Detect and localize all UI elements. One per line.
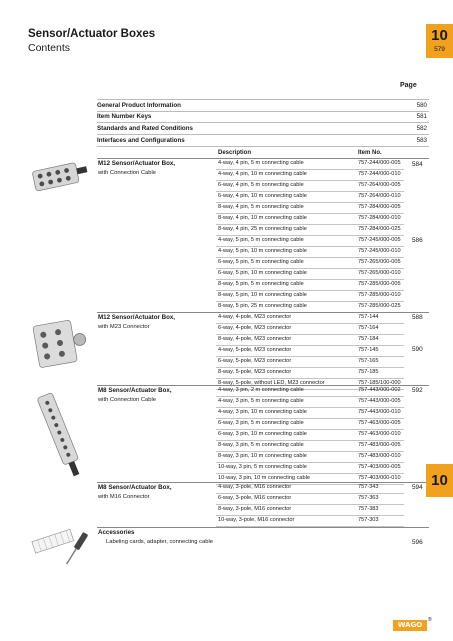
row-item-number: 757-185/100-000 (358, 380, 401, 386)
section-subtitle: with Connection Cable (98, 170, 157, 176)
chapter-page: 579 (434, 46, 445, 53)
accessories-description: Labeling cards, adapter, connecting cable (106, 539, 213, 545)
row-description: 8-way, 4-pole, M23 connector (218, 336, 292, 342)
section-title: M8 Sensor/Actuator Box, (98, 387, 172, 394)
section-page[interactable]: 588 (412, 314, 423, 321)
page-subtitle: Contents (28, 42, 71, 54)
row-description: 10-way, 3-pole, M16 connector (218, 517, 295, 523)
row-item-number: 757-343 (358, 484, 379, 490)
row-description: 8-way, 5 pin, 10 m connecting cable (218, 292, 307, 298)
row-item-number: 757-184 (358, 336, 379, 342)
row-item-number: 757-145 (358, 347, 379, 353)
row-item-number: 757-284/000-010 (358, 215, 401, 221)
row-item-number: 757-483/000-010 (358, 453, 401, 459)
row-description: 6-way, 4 pin, 5 m connecting cable (218, 182, 304, 188)
row-item-number: 757-285/000-005 (358, 281, 401, 287)
m12-cable-box-image (30, 158, 90, 203)
section-page[interactable]: 596 (412, 539, 423, 546)
row-description: 4-way, 3-pole, M16 connector (218, 484, 292, 490)
row-description: 8-way, 3-pole, M16 connector (218, 506, 292, 512)
row-item-number: 757-363 (358, 495, 379, 501)
toc-entry-label: Item Number Keys (97, 113, 152, 120)
page-column-label: Page (400, 82, 417, 89)
table-row[interactable] (216, 515, 404, 527)
toc-entry-page: 583 (416, 137, 427, 144)
row-item-number: 757-284/000-025 (358, 226, 401, 232)
row-description: 6-way, 4 pin, 10 m connecting cable (218, 193, 307, 199)
section-page[interactable]: 592 (412, 387, 423, 394)
page-title: Sensor/Actuator Boxes (28, 28, 156, 40)
row-description: 10-way, 3 pin, 5 m connecting cable (218, 464, 307, 470)
row-description: 4-way, 5-pole, M23 connector (218, 347, 292, 353)
row-description: 6-way, 5 pin, 5 m connecting cable (218, 259, 304, 265)
row-description: 8-way, 4 pin, 5 m connecting cable (218, 204, 304, 210)
row-description: 8-way, 4 pin, 10 m connecting cable (218, 215, 307, 221)
section-page[interactable]: 590 (412, 346, 423, 353)
toc-entry-interfaces[interactable] (97, 135, 429, 147)
row-item-number: 757-244/000-010 (358, 171, 401, 177)
row-item-number: 757-383 (358, 506, 379, 512)
row-item-number: 757-284/000-005 (358, 204, 401, 210)
toc-entry-standards[interactable] (97, 123, 429, 135)
toc-entry-page: 580 (416, 102, 427, 109)
row-description: 6-way, 3 pin, 5 m connecting cable (218, 420, 304, 426)
row-item-number: 757-463/000-005 (358, 420, 401, 426)
row-description: 6-way, 3 pin, 10 m connecting cable (218, 431, 307, 437)
row-description: 4-way, 3 pin, 5 m connecting cable (218, 398, 304, 404)
section-divider (97, 527, 429, 528)
section-subtitle: with M16 Connector (98, 494, 150, 500)
row-description: 6-way, 3-pole, M16 connector (218, 495, 292, 501)
section-page[interactable]: 584 (412, 161, 423, 168)
section-page[interactable]: 594 (412, 484, 423, 491)
m8-cable-box-image (30, 386, 92, 487)
row-item-number: 757-264/000-010 (358, 193, 401, 199)
row-item-number: 757-185 (358, 369, 379, 375)
row-description: 8-way, 3 pin, 5 m connecting cable (218, 442, 304, 448)
row-item-number: 757-285/000-010 (358, 292, 401, 298)
m12-m23-box-image (30, 312, 90, 379)
section-page[interactable]: 586 (412, 237, 423, 244)
row-item-number: 757-244/000-005 (358, 160, 401, 166)
toc-entry-label: Interfaces and Configurations (97, 137, 185, 144)
toc-entry-label: General Product Information (97, 102, 181, 109)
row-description: 6-way, 4-pole, M23 connector (218, 325, 292, 331)
toc-entry-page: 582 (416, 125, 427, 132)
row-description: 4-way, 3 pin, 2 m connecting cable (218, 387, 304, 393)
accessories-title: Accessories (98, 529, 135, 536)
row-description: 6-way, 5-pole, M23 connector (218, 358, 292, 364)
row-description: 8-way, 5-pole, without LED, M23 connector (218, 380, 325, 386)
row-description: 4-way, 3 pin, 10 m connecting cable (218, 409, 307, 415)
wago-logo: WAGO (393, 620, 427, 631)
row-item-number: 757-285/000-025 (358, 303, 401, 309)
row-description: 8-way, 4 pin, 25 m connecting cable (218, 226, 307, 232)
row-item-number: 757-303 (358, 517, 379, 523)
row-description: 4-way, 5 pin, 10 m connecting cable (218, 248, 307, 254)
registered-mark: ® (428, 617, 432, 623)
row-description: 8-way, 5-pole, M23 connector (218, 369, 292, 375)
row-item-number: 757-265/000-005 (358, 259, 401, 265)
section-subtitle: with M23 Connector (98, 324, 150, 330)
row-item-number: 757-463/000-010 (358, 431, 401, 437)
row-description: 8-way, 5 pin, 25 m connecting cable (218, 303, 307, 309)
toc-entry-label: Standards and Rated Conditions (97, 125, 193, 132)
column-header-description: Description (218, 150, 252, 156)
row-item-number: 757-443/000-010 (358, 409, 401, 415)
section-title: M12 Sensor/Actuator Box, (98, 314, 176, 321)
row-description: 4-way, 5 pin, 5 m connecting cable (218, 237, 304, 243)
row-item-number: 757-443/000-005 (358, 398, 401, 404)
row-item-number: 757-245/000-010 (358, 248, 401, 254)
row-description: 10-way, 3 pin, 10 m connecting cable (218, 475, 310, 481)
row-item-number: 757-403/000-010 (358, 475, 401, 481)
row-description: 8-way, 3 pin, 10 m connecting cable (218, 453, 307, 459)
row-item-number: 757-483/000-005 (358, 442, 401, 448)
row-item-number: 757-264/000-005 (358, 182, 401, 188)
section-title: M8 Sensor/Actuator Box, (98, 484, 172, 491)
row-item-number: 757-245/000-005 (358, 237, 401, 243)
row-item-number: 757-265/000-010 (358, 270, 401, 276)
row-item-number: 757-403/000-005 (358, 464, 401, 470)
row-item-number: 757-165 (358, 358, 379, 364)
row-description: 4-way, 4-pole, M23 connector (218, 314, 292, 320)
toc-entry-item-number-keys[interactable] (97, 111, 429, 123)
section-title: M12 Sensor/Actuator Box, (98, 160, 176, 167)
row-item-number: 757-443/000-002 (358, 387, 401, 393)
chapter-side-tab[interactable]: 10 (426, 464, 453, 497)
chapter-tab (426, 24, 453, 58)
chapter-number: 10 (431, 27, 448, 44)
row-item-number: 757-164 (358, 325, 379, 331)
section-subtitle: with Connection Cable (98, 397, 157, 403)
row-description: 4-way, 4 pin, 10 m connecting cable (218, 171, 307, 177)
row-description: 6-way, 5 pin, 10 m connecting cable (218, 270, 307, 276)
row-description: 8-way, 5 pin, 5 m connecting cable (218, 281, 304, 287)
row-description: 4-way, 4 pin, 5 m connecting cable (218, 160, 304, 166)
column-header-item-no: Item No. (358, 150, 382, 156)
accessories-image (30, 525, 90, 576)
toc-entry-page: 581 (416, 113, 427, 120)
row-item-number: 757-144 (358, 314, 379, 320)
